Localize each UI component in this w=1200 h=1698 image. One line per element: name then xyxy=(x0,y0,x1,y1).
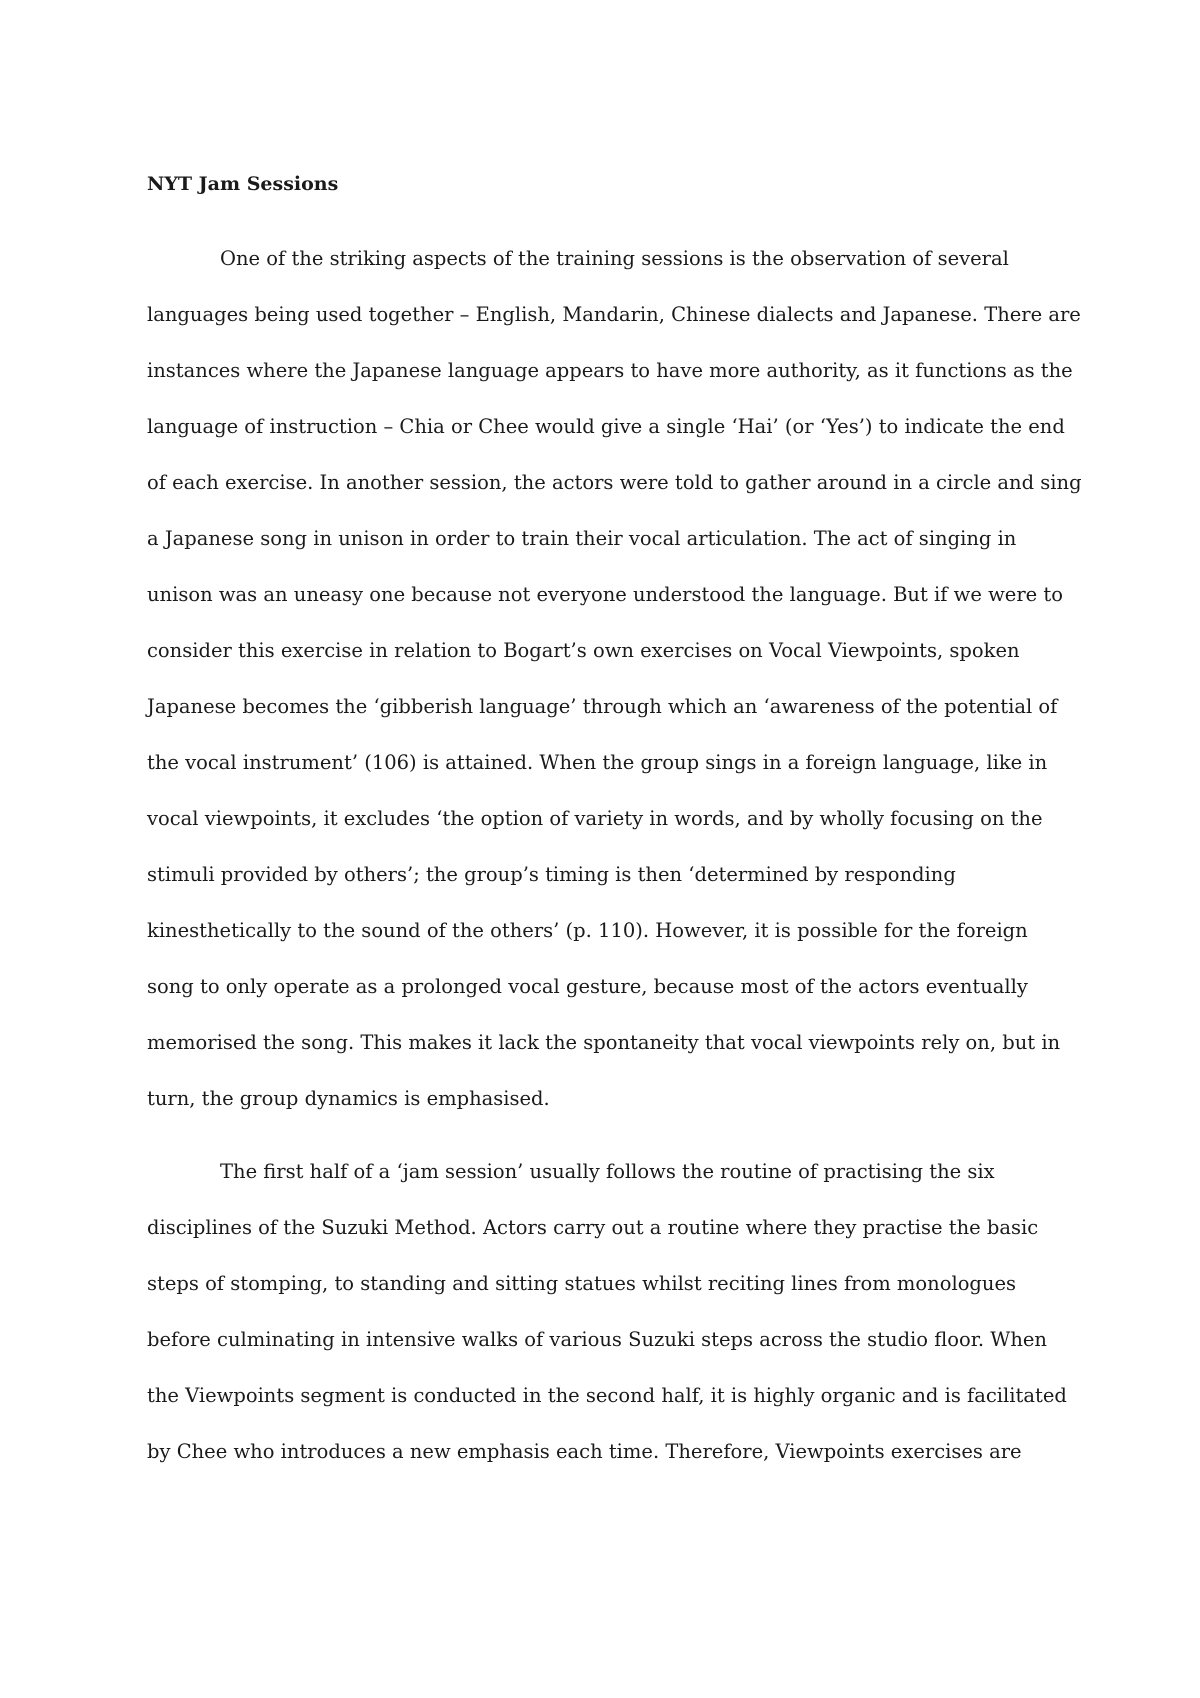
paragraph-1-line-11: vocal viewpoints, it excludes ‘the option of variety in words, and by wholly focusing on the xyxy=(147,807,1043,830)
paragraph-1-line-13: kinesthetically to the sound of the others’ (p. 110). However, it is possible for the foreign xyxy=(147,919,1028,942)
paragraph-2-line-3: steps of stomping, to standing and sitting statues whilst reciting lines from monologues xyxy=(147,1272,1017,1295)
paragraph-2-line-1: The first half of a ‘jam session’ usually follows the routine of practising the six xyxy=(220,1160,995,1183)
paragraph-1-line-14: song to only operate as a prolonged vocal gesture, because most of the actors eventually xyxy=(147,975,1028,998)
paragraph-1-line-10: the vocal instrument’ (106) is attained. When the group sings in a foreign language, like in xyxy=(147,751,1048,774)
paragraph-2-line-6: by Chee who introduces a new emphasis each time. Therefore, Viewpoints exercises are xyxy=(147,1440,1022,1463)
paragraph-1-line-4: language of instruction – Chia or Chee would give a single ‘Hai’ (or ‘Yes’) to indicate the end xyxy=(147,415,1065,438)
paragraph-2-line-4: before culminating in intensive walks of various Suzuki steps across the studio floor. When xyxy=(147,1328,1047,1351)
paragraph-1-line-12: stimuli provided by others’; the group’s timing is then ‘determined by responding xyxy=(147,863,956,886)
paragraph-1-line-16: turn, the group dynamics is emphasised. xyxy=(147,1087,550,1110)
paragraph-1-line-2: languages being used together – English, Mandarin, Chinese dialects and Japanese. There are xyxy=(147,303,1081,326)
paragraph-1-line-8: consider this exercise in relation to Bogart’s own exercises on Vocal Viewpoints, spoken xyxy=(147,639,1020,662)
paragraph-1-line-15: memorised the song. This makes it lack the spontaneity that vocal viewpoints rely on, but in xyxy=(147,1031,1061,1054)
paragraph-1-line-9: Japanese becomes the ‘gibberish language’ through which an ‘awareness of the potential of xyxy=(147,695,1058,718)
paragraph-2-line-5: the Viewpoints segment is conducted in the second half, it is highly organic and is facilitated xyxy=(147,1384,1067,1407)
paragraph-1-line-1: One of the striking aspects of the training sessions is the observation of several xyxy=(220,247,1009,270)
document-title: NYT Jam Sessions xyxy=(147,173,339,195)
paragraph-2-line-2: disciplines of the Suzuki Method. Actors carry out a routine where they practise the basic xyxy=(147,1216,1039,1239)
paragraph-1-line-6: a Japanese song in unison in order to train their vocal articulation. The act of singing in xyxy=(147,527,1017,550)
paragraph-1-line-5: of each exercise. In another session, the actors were told to gather around in a circle and sing xyxy=(147,471,1082,494)
paragraph-1-line-7: unison was an uneasy one because not everyone understood the language. But if we were to xyxy=(147,583,1063,606)
paragraph-1-line-3: instances where the Japanese language appears to have more authority, as it functions as the xyxy=(147,359,1073,382)
